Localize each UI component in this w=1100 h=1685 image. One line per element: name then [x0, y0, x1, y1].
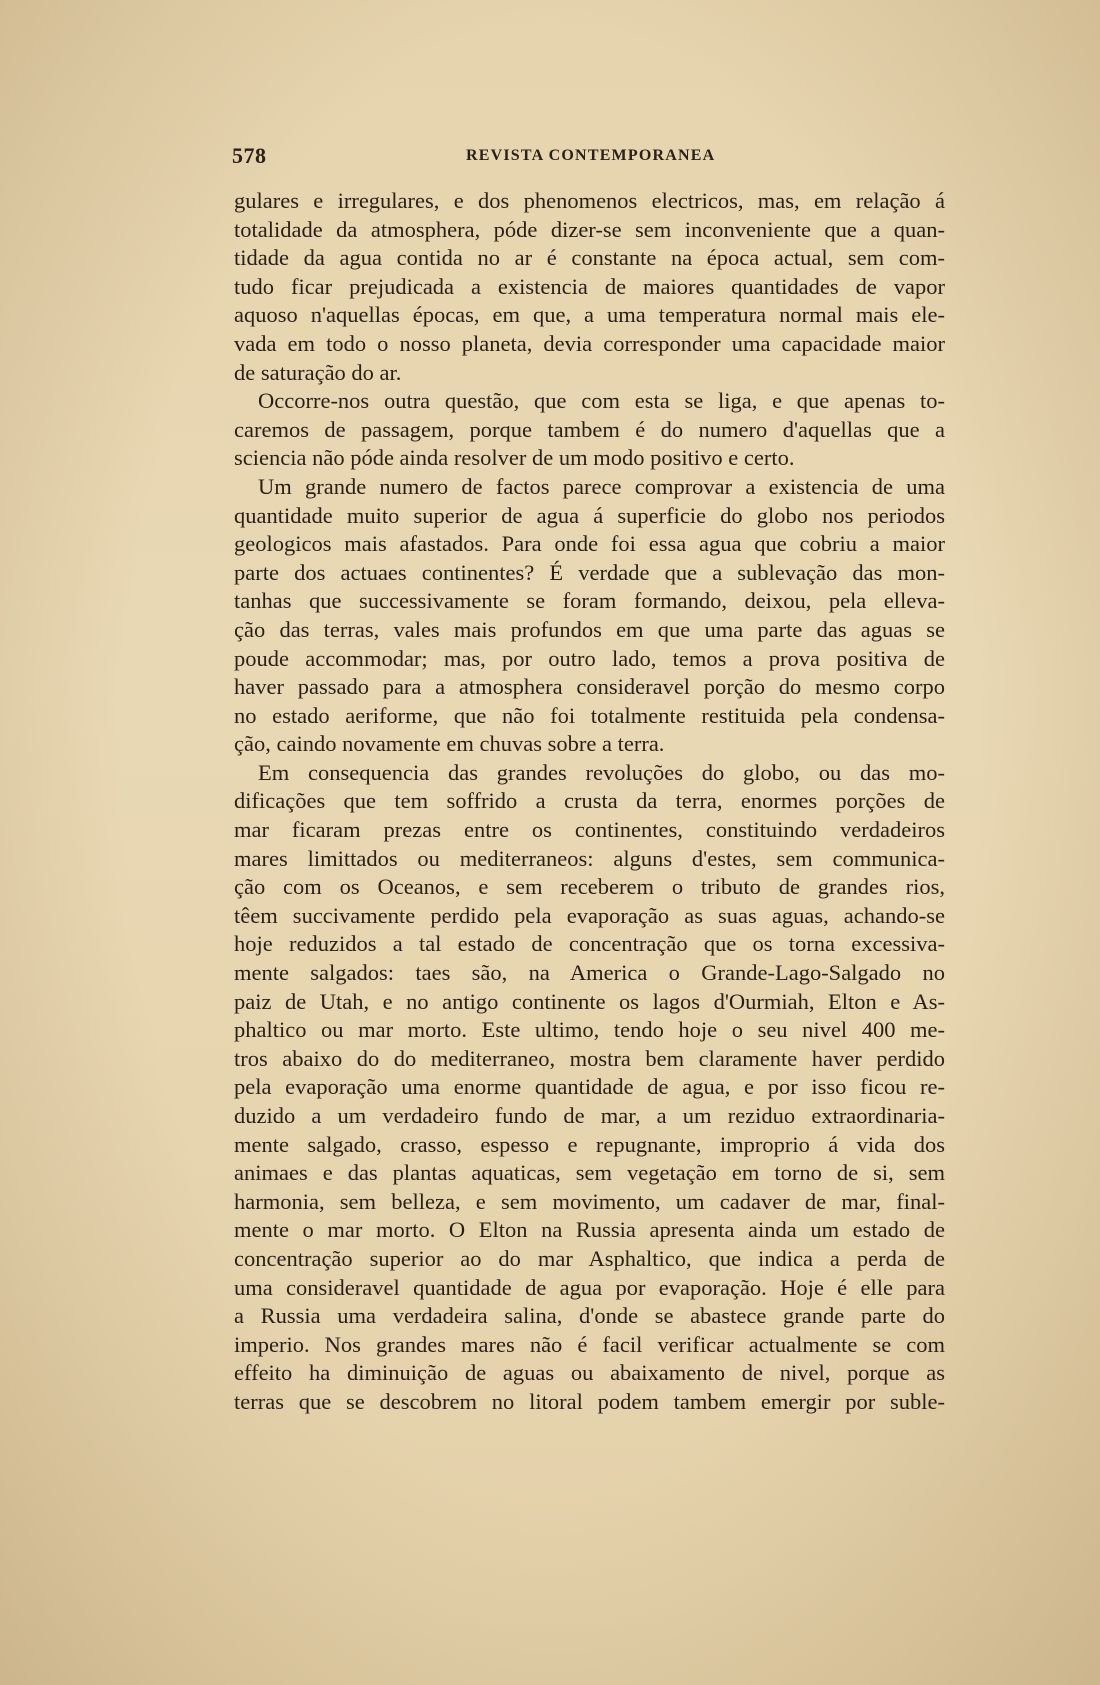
text-line: têem succivamente perdido pela evaporação as suas aguas, achando-se: [234, 902, 945, 928]
text-line: vada em todo o nosso planeta, devia corresponder uma capacidade maior: [234, 330, 945, 356]
text-line: a Russia uma verdadeira salina, d'onde se abastece grande parte do: [234, 1303, 945, 1329]
text-line: imperio. Nos grandes mares não é facil verificar actualmente se com: [234, 1331, 945, 1357]
text-line: duzido a um verdadeiro fundo de mar, a um reziduo extraordinaria-: [234, 1103, 945, 1128]
text-line: mente salgados: taes são, na America o Grande-Lago-Salgado no: [234, 960, 945, 986]
text-line: phaltico ou mar morto. Este ultimo, tendo hoje o seu nivel 400 me-: [234, 1017, 945, 1043]
text-line: paiz de Utah, e no antigo continente os lagos d'Ourmiah, Elton e As-: [234, 988, 945, 1014]
text-line: pela evaporação uma enorme quantidade de agua, e por isso ficou re-: [234, 1074, 945, 1100]
text-line: hoje reduzidos a tal estado de concentração que os torna excessiva-: [234, 931, 945, 957]
page-header: [232, 143, 942, 167]
text-line: no estado aeriforme, que não foi totalmente restituida pela condensa-: [234, 702, 945, 728]
text-line: mente o mar morto. O Elton na Russia apresenta ainda um estado de: [234, 1217, 945, 1243]
running-head: REVISTA CONTEMPORANEA: [466, 147, 716, 164]
text-line: ção das terras, vales mais profundos em que uma parte das aguas se: [234, 616, 945, 642]
text-line: tudo ficar prejudicada a existencia de maiores quantidades de vapor: [234, 273, 945, 299]
text-line: quantidade muito superior de agua á superficie do globo nos periodos: [234, 502, 945, 528]
text-line: tanhas que successivamente se foram formando, deixou, pela elleva-: [234, 588, 945, 614]
text-line: mar ficaram prezas entre os continentes, constituindo verdadeiros: [234, 817, 945, 843]
text-line: tros abaixo do do mediterraneo, mostra bem claramente haver perdido: [234, 1045, 945, 1071]
text-line: terras que se descobrem no litoral podem tambem emergir por suble-: [234, 1388, 945, 1414]
text-line: ção com os Oceanos, e sem receberem o tributo de grandes rios,: [234, 874, 945, 900]
text-line: caremos de passagem, porque tambem é do numero d'aquellas que a: [234, 416, 945, 442]
body-text: [234, 187, 945, 1417]
text-line: poude accommodar; mas, por outro lado, temos a prova positiva de: [234, 645, 945, 671]
text-line: Occorre-nos outra questão, que com esta se liga, e que apenas to-: [258, 388, 945, 414]
text-line: parte dos actuaes continentes? É verdade que a sublevação das mon-: [234, 559, 945, 585]
text-line: haver passado para a atmosphera consideravel porção do mesmo corpo: [234, 674, 945, 700]
text-line: aquoso n'aquellas épocas, em que, a uma temperatura normal mais ele-: [234, 302, 945, 328]
text-line: mares limittados ou mediterraneos: alguns d'estes, sem communica-: [234, 845, 945, 871]
text-line: animaes e das plantas aquaticas, sem vegetação em torno de si, sem: [234, 1160, 945, 1186]
text-line: gulares e irregulares, e dos phenomenos electricos, mas, em relação á: [234, 188, 945, 213]
text-line: totalidade da atmosphera, póde dizer-se sem inconveniente que a quan-: [234, 216, 945, 242]
text-line: tidade da agua contida no ar é constante na época actual, sem com-: [234, 245, 945, 271]
text-line: ção, caindo novamente em chuvas sobre a terra.: [234, 731, 665, 757]
text-line: mente salgado, crasso, espesso e repugnante, improprio á vida dos: [234, 1131, 945, 1157]
text-line: Um grande numero de factos parece comprovar a existencia de uma: [258, 473, 945, 499]
text-line: effeito ha diminuição de aguas ou abaixamento de nivel, porque as: [234, 1360, 945, 1386]
text-line: dificações que tem soffrido a crusta da terra, enormes porções de: [234, 788, 945, 814]
text-line: Em consequencia das grandes revoluções do globo, ou das mo-: [258, 759, 945, 785]
text-line: uma consideravel quantidade de agua por evaporação. Hoje é elle para: [234, 1274, 945, 1300]
text-line: de saturação do ar.: [234, 359, 402, 385]
text-line: harmonia, sem belleza, e sem movimento, um cadaver de mar, final-: [234, 1188, 945, 1214]
text-line: concentração superior ao do mar Asphaltico, que indica a perda de: [234, 1245, 945, 1271]
text-line: geologicos mais afastados. Para onde foi essa agua que cobriu a maior: [234, 531, 945, 557]
page-number: 578: [232, 143, 267, 168]
text-line: sciencia não póde ainda resolver de um modo positivo e certo.: [234, 445, 795, 471]
